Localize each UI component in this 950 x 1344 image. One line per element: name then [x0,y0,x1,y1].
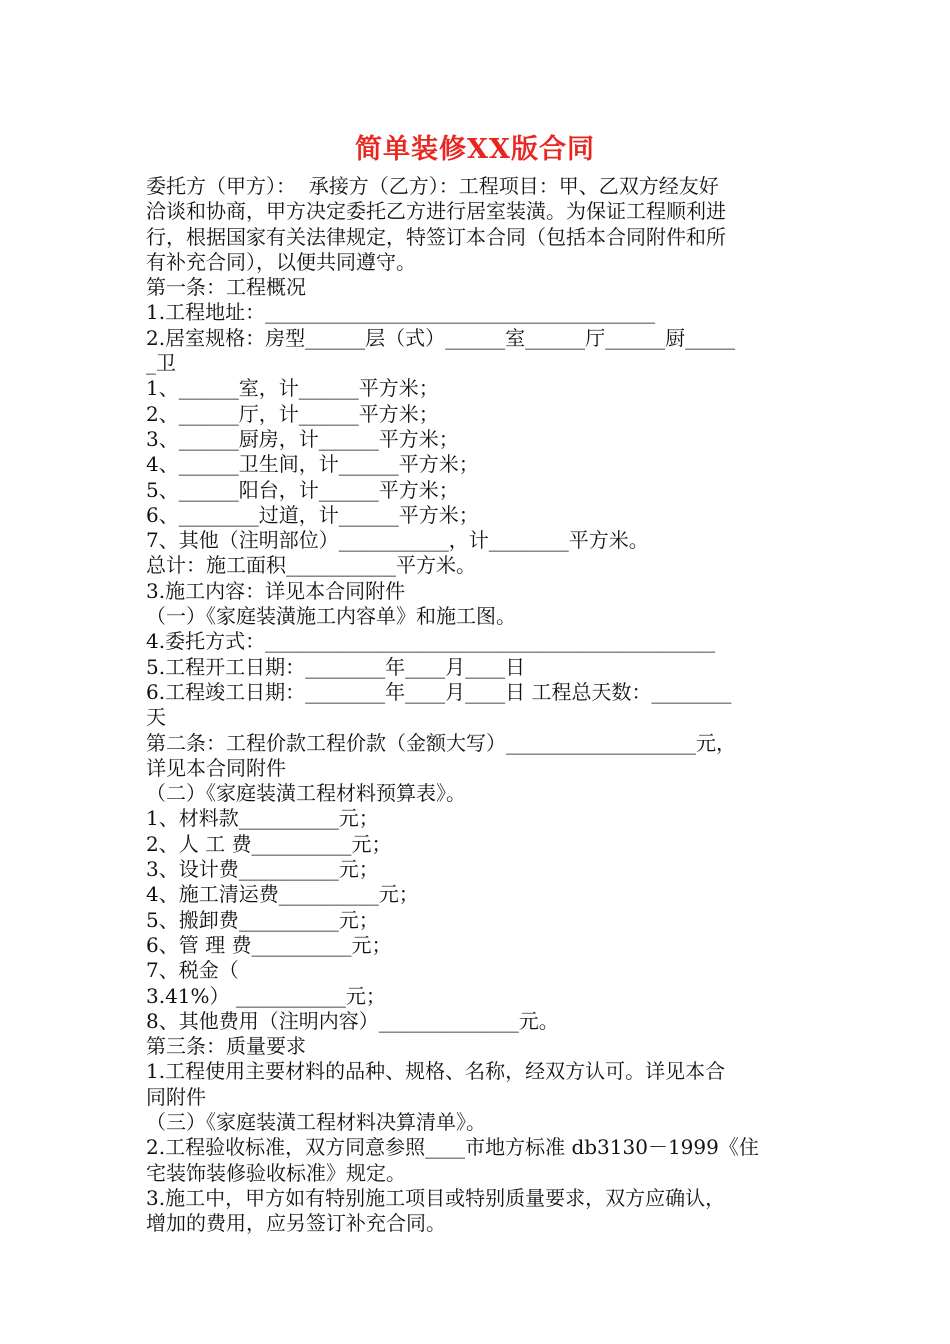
text-line: 2.工程验收标准，双方同意参照____市地方标准 db3130－1999《住 [146,1135,759,1160]
text-line: 宅装饰装修验收标准》规定。 [146,1160,406,1185]
document-title: 简单装修XX版合同 [355,134,595,165]
text-line: 4、施工清运费__________元； [146,882,419,907]
text-line: 3.施工内容：详见本合同附件 [146,578,406,603]
text-line: 5.工程开工日期：________年____月____日 [146,654,526,679]
text-line: 天 [146,705,166,730]
text-line: （三）《家庭装潢工程材料决算清单》。 [146,1109,486,1134]
text-line: 7、税金（ [146,958,239,983]
text-line: 4、______卫生间，计______平方米； [146,452,479,477]
text-line: 3.施工中，甲方如有特别施工项目或特别质量要求，双方应确认， [146,1185,726,1210]
text-line: 详见本合同附件 [146,755,286,780]
text-line: 洽谈和协商，甲方决定委托乙方进行居室装潢。为保证工程顺利进 [146,199,726,224]
text-line: 2、人 工 费__________元； [146,831,392,856]
text-line: 7、其他（注明部位）___________，计________平方米。 [146,528,649,553]
text-line: 1.工程使用主要材料的品种、规格、名称，经双方认可。详见本合 [146,1059,726,1084]
text-line: 第三条：质量要求 [146,1034,306,1059]
text-line: 5、搬卸费__________元； [146,907,379,932]
text-line: 2.居室规格：房型______层（式）______室______厅______厨_____ [146,325,736,350]
text-line: _卫 [146,351,176,376]
text-line: 4.委托方式：_____________________________________________ [146,629,716,654]
text-line: 3、______厨房，计______平方米； [146,426,459,451]
text-line: 2、______厅，计______平方米； [146,401,439,426]
text-line: 行，根据国家有关法律规定，特签订本合同（包括本合同附件和所 [146,224,726,249]
text-line: 总计：施工面积___________平方米。 [146,553,476,578]
text-line: 6、管 理 费__________元； [146,932,392,957]
text-line: 第一条：工程概况 [146,275,306,300]
document-body [146,174,808,1236]
text-line: 委托方（甲方）： 承接方（乙方）：工程项目：甲、乙双方经友好 [146,174,719,198]
text-line: 1.工程地址：_______________________________________ [146,300,656,325]
text-line: （一）《家庭装潢施工内容单》和施工图。 [146,604,516,629]
text-line: （二）《家庭装潢工程材料预算表》。 [146,781,466,806]
text-line: 1、材料款__________元； [146,806,379,831]
text-line: 5、______阳台，计______平方米； [146,477,459,502]
text-line: 1、______室，计______平方米； [146,376,439,401]
text-line: 有补充合同），以便共同遵守。 [146,249,416,274]
text-line: 6、________过道，计______平方米； [146,502,479,527]
text-line: 3、设计费__________元； [146,857,379,882]
text-line: 同附件 [146,1084,206,1109]
text-line: 第二条：工程价款工程价款（金额大写）___________________元， [146,730,736,755]
text-line: 6.工程竣工日期：________年____月____日 工程总天数：________ [146,679,732,704]
text-line: 增加的费用，应另签订补充合同。 [146,1211,446,1236]
text-line: 3.41%） ___________元； [146,983,386,1008]
text-line: 8、其他费用（注明内容）______________元。 [146,1008,559,1033]
